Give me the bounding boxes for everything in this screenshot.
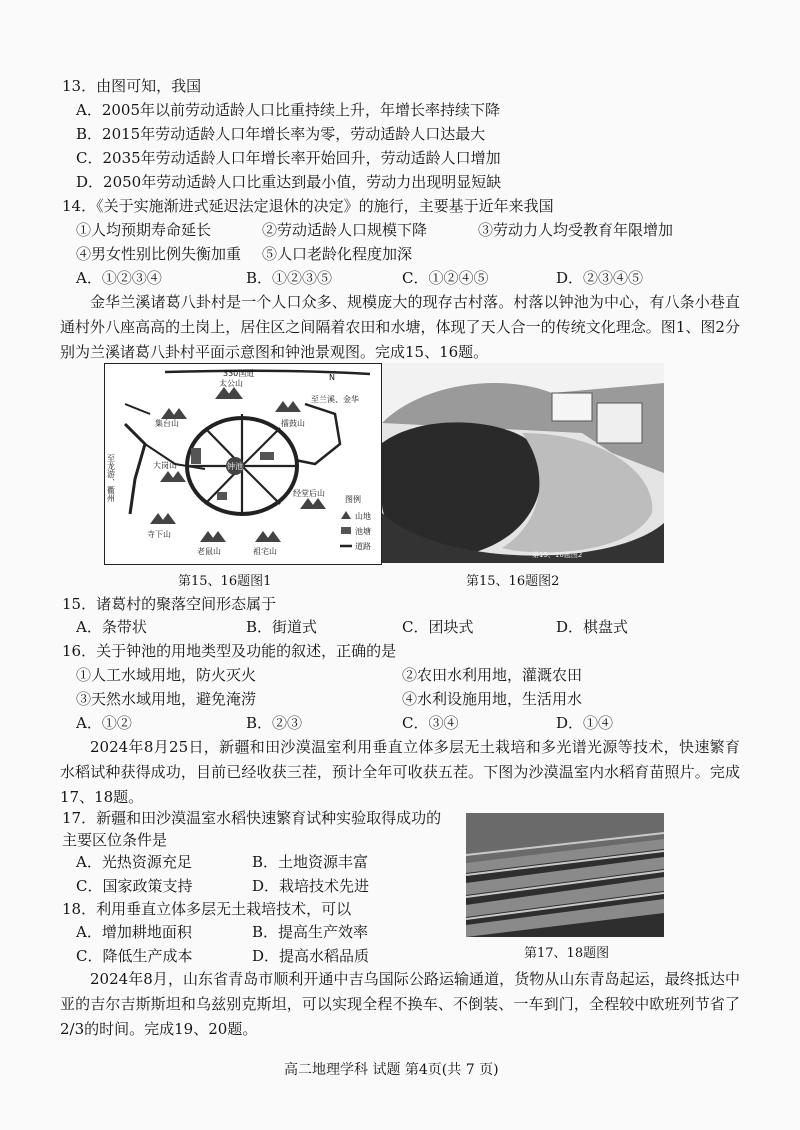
- figure-3-caption: 第17、18题图: [524, 946, 610, 961]
- map-road-label: 330国道: [223, 369, 255, 378]
- question-14-item-5: ⑤人口老龄化程度加深: [262, 245, 413, 263]
- passage-15-16: 金华兰溪诸葛八卦村是一个人口众多、规模庞大的现存古村落。村落以钟池为中心，有八条小巷直通村外八座高高的土岗上，居住区之间隔着农田和水塘，体现了天人合一的传统文化理念。图1、图2分别为兰溪诸葛八卦村平面示意图和钟池景观图。完成15、16题。: [60, 293, 740, 361]
- question-14-option-b: B．①②③⑤: [246, 269, 333, 287]
- passage-17-18: 2024年8月25日，新疆和田沙漠温室利用垂直立体多层无土栽培和多光谱光源等技术，快速繁育水稻试种获得成功，目前已经收获三茬，预计全年可收获五茬。下图为沙漠温室内水稻育苗照片。完成17、18题。: [60, 738, 740, 806]
- question-18-option-c: C．降低生产成本: [76, 947, 193, 965]
- question-13-option-a: A．2005年以前劳动适龄人口比重持续上升，年增长率持续下降: [76, 101, 501, 119]
- question-14-item-1: ①人均预期寿命延长: [76, 221, 212, 239]
- map-hill-label: 大岗山: [153, 461, 177, 470]
- question-14-option-c: C．①②④⑤: [402, 269, 489, 287]
- question-15-stem: 15．诸葛村的聚落空间形态属于: [62, 595, 277, 613]
- question-14-item-2: ②劳动适龄人口规模下降: [262, 221, 428, 239]
- question-17-option-c: C．国家政策支持: [76, 877, 193, 895]
- page-footer: 高二地理学科 试题 第4页(共 7 页): [284, 1062, 499, 1078]
- question-16-stem: 16．关于钟池的用地类型及功能的叙述，正确的是: [62, 642, 397, 660]
- question-17-option-d: D．栽培技术先进: [252, 877, 370, 895]
- map-legend-item: 山地: [355, 512, 371, 521]
- map-hill-label: 祖宅山: [253, 547, 277, 556]
- question-15-option-a: A．条带状: [76, 618, 147, 636]
- rice-seedling-photo: [466, 813, 664, 937]
- question-16-item-4: ④水利设施用地，生活用水: [402, 690, 583, 708]
- map-legend-item: 道路: [355, 542, 371, 551]
- map-hill-label: 集台山: [155, 419, 179, 428]
- pond-landscape-photo: [382, 363, 664, 563]
- question-16-option-a: A．①②: [76, 714, 132, 732]
- question-15-option-b: B．街道式: [246, 618, 318, 636]
- map-pond-label: 钟池: [227, 462, 243, 471]
- question-16-option-d: D．①④: [556, 714, 614, 732]
- photo-watermark: 第15、16题图2: [532, 551, 583, 559]
- question-17-stem-line-1: 17．新疆和田沙漠温室水稻快速繁育试种实验取得成功的: [62, 809, 442, 827]
- map-hill-label: 经堂后山: [293, 489, 325, 498]
- figure-2-caption: 第15、16题图2: [466, 574, 560, 589]
- question-15-option-d: D．棋盘式: [556, 618, 629, 636]
- map-hill-label: 寺下山: [147, 530, 171, 539]
- map-hill-label: 太公山: [219, 379, 243, 388]
- question-17-option-a: A．光热资源充足: [76, 853, 192, 871]
- question-17-stem-line-2: 主要区位条件是: [62, 831, 168, 849]
- question-18-option-b: B．提高生产效率: [252, 923, 369, 941]
- village-map: [105, 364, 381, 564]
- question-13-stem: 13．由图可知，我国: [62, 77, 202, 95]
- map-legend-item: 池塘: [355, 527, 371, 536]
- village-map-figure: [104, 363, 382, 565]
- question-16-item-2: ②农田水利用地，灌溉农田: [402, 666, 583, 684]
- question-13-option-b: B．2015年劳动适龄人口年增长率为零，劳动适龄人口达最大: [76, 125, 486, 143]
- figure-1-caption: 第15、16题图1: [178, 574, 272, 589]
- map-north-label: N: [329, 373, 335, 382]
- question-14-stem: 14．《关于实施渐进式延迟法定退休的决定》的施行，主要基于近年来我国: [62, 197, 554, 215]
- question-17-option-b: B．土地资源丰富: [252, 853, 369, 871]
- question-14-item-3: ③劳动力人均受教育年限增加: [478, 221, 674, 239]
- question-13-option-c: C．2035年劳动适龄人口年增长率开始回升，劳动适龄人口增加: [76, 149, 501, 167]
- map-hill-label: 擂鼓山: [281, 419, 305, 428]
- passage-19-20: 2024年8月，山东省青岛市顺利开通中吉乌国际公路运输通道，货物从山东青岛起运，最终抵达中亚的吉尔吉斯斯坦和乌兹别克斯坦，可以实现全程不换车、不倒装、一车到门，全程较中欧班列节省了2/3的时间。完成19、20题。: [60, 970, 740, 1038]
- question-16-item-3: ③天然水域用地，避免淹涝: [76, 690, 257, 708]
- question-18-stem: 18．利用垂直立体多层无土栽培技术，可以: [62, 900, 352, 918]
- question-13-option-d: D．2050年劳动适龄人口比重达到最小值，劳动力出现明显短缺: [76, 173, 502, 191]
- question-14-item-4: ④男女性别比例失衡加重: [76, 245, 242, 263]
- map-legend-title: 图例: [345, 495, 361, 504]
- map-to-longyou-label: 至龙游、衢州: [106, 454, 116, 502]
- question-16-option-c: C．③④: [402, 714, 459, 732]
- question-15-option-c: C．团块式: [402, 618, 474, 636]
- question-14-option-a: A．①②③④: [76, 269, 162, 287]
- question-16-option-b: B．②③: [246, 714, 303, 732]
- question-16-item-1: ①人工水域用地，防火灭火: [76, 666, 257, 684]
- question-18-option-d: D．提高水稻品质: [252, 947, 370, 965]
- map-hill-label: 老鼠山: [197, 547, 221, 556]
- question-14-option-d: D．②③④⑤: [556, 269, 644, 287]
- map-to-lanxi-label: 至兰溪、金华: [311, 395, 359, 404]
- question-18-option-a: A．增加耕地面积: [76, 923, 192, 941]
